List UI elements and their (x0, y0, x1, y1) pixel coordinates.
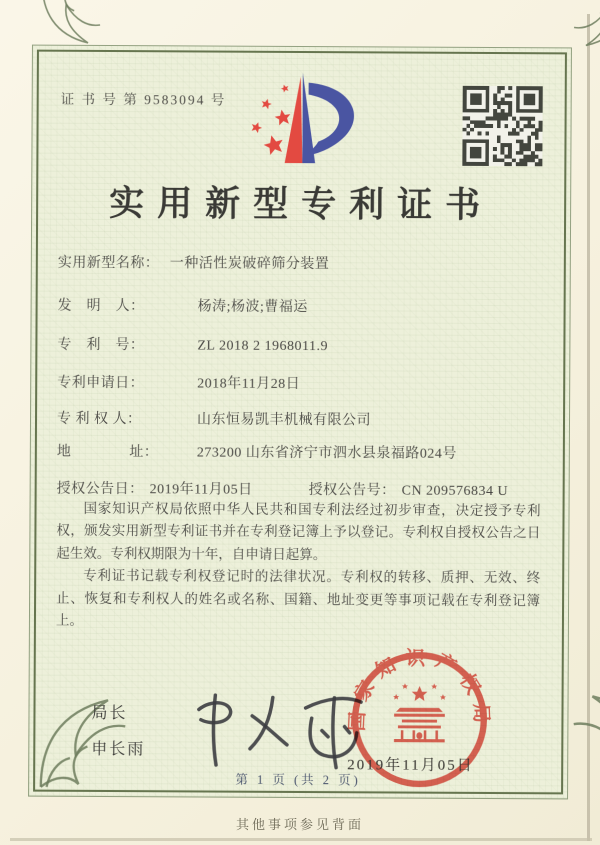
field-row-address (57, 441, 545, 464)
field-row-filing-date (57, 372, 545, 395)
field-value: 2019年11月05日 (149, 482, 253, 498)
field-label: 发 明 人： (57, 298, 145, 315)
field-row-patentee (57, 408, 545, 431)
field-label: 专利申请日： (57, 375, 145, 392)
national-emblem-icon (393, 683, 446, 742)
scan-page-edge-bottom (10, 838, 592, 841)
certificate-frame (28, 45, 572, 800)
seal-date: 2019年11月05日 (347, 757, 474, 774)
field-value: 杨涛;杨波;曹福运 (197, 299, 308, 316)
field-label: 专 利 号： (57, 337, 145, 354)
field-value: CN 209576834 U (401, 483, 509, 500)
cnipa-logo-icon (226, 65, 377, 174)
field-row-utility-model-name (58, 252, 546, 275)
back-side-note: 其他事项参见背面 (235, 817, 364, 832)
field-label: 专 利 权 人： (56, 411, 142, 428)
field-label: 实用新型名称： (57, 255, 160, 272)
certificate-number: 证 书 号 第 9583094 号 (60, 91, 227, 108)
body-paragraph: 专利证书记载专利权登记时的法律状况。专利权的转移、质押、无效、终止、恢复和专利权人的姓名或名称、国籍、地址变更等事项记载在专利登记簿上。 (55, 568, 541, 628)
field-label: 授权公告号： (308, 483, 396, 499)
field-value: 山东恒易凯丰机械有限公司 (196, 412, 372, 429)
page-number: 第 1 页 (共 2 页) (235, 772, 361, 788)
field-value: 2018年11月28日 (197, 376, 301, 393)
corner-flourish-icon (36, 0, 106, 49)
director-title: 局长 (91, 704, 128, 723)
director-block (91, 696, 145, 768)
corner-flourish-icon (564, 687, 600, 796)
field-label: 地 址： (56, 444, 159, 461)
field-row-inventors (58, 295, 546, 318)
seal-text: 国家知识产权局 (347, 648, 492, 733)
patent-certificate (28, 45, 572, 800)
qr-code-icon (462, 86, 542, 166)
body-paragraph: 国家知识产权局依照中华人民共和国专利法经过初步审查，决定授予专利权，颁发实用新型专利证书并在专利登记簿上予以登记。专利权自授权公告之日起生效。专利权期限为十年，自申请日起算。 (56, 500, 541, 562)
certificate-body-text (56, 498, 541, 635)
field-row-patent-number (57, 334, 545, 357)
field-row-grant (57, 478, 545, 501)
corner-flourish-icon (568, 0, 600, 52)
certificate-title: 实用新型专利证书 (109, 183, 494, 226)
field-value: 一种活性炭破碎筛分装置 (169, 256, 330, 273)
field-label: 授权公告日： (56, 481, 144, 498)
field-value: ZL 2018 2 1968011.9 (197, 338, 329, 355)
field-value: 273200 山东省济宁市泗水县泉福路024号 (196, 445, 457, 462)
director-name: 申长雨 (91, 740, 146, 759)
